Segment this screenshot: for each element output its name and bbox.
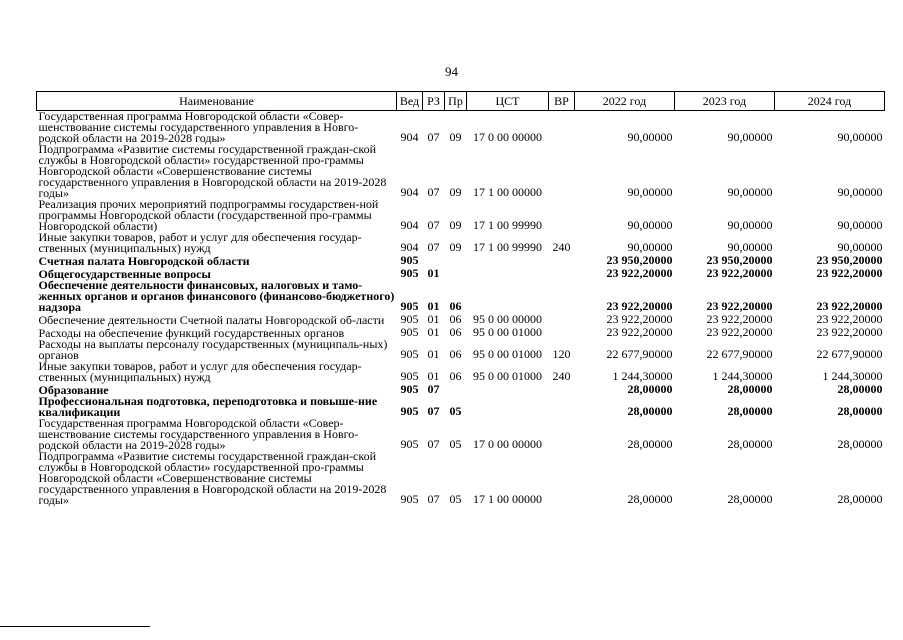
row-vr: 240 (552, 369, 571, 383)
row-rz: 07 (427, 240, 440, 254)
row-2023: 90,00000 (727, 240, 773, 254)
row-ved: 905 (400, 312, 419, 326)
row-ved: 904 (400, 240, 419, 254)
row-pr: 06 (449, 325, 462, 339)
row-pr: 09 (449, 240, 462, 254)
row-cst: 17 0 00 00000 (473, 437, 542, 451)
header-pr: Пр (445, 92, 467, 111)
row-name: Профессиональная подготовка, переподготовка и повыше-ние квалификации (38, 394, 378, 419)
row-cst: 95 0 00 01000 (473, 347, 542, 361)
row-2022: 23 922,20000 (606, 299, 673, 313)
row-ved: 905 (400, 266, 419, 280)
row-2022: 22 677,90000 (606, 347, 673, 361)
table-header-row (37, 92, 885, 111)
table-row (37, 396, 885, 418)
row-pr (445, 254, 467, 267)
row-2023: 1 244,30000 (712, 369, 773, 383)
row-2024: 23 950,20000 (816, 253, 883, 267)
row-ved: 905 (400, 437, 419, 451)
header-2022: 2022 год (575, 92, 675, 111)
row-name: Расходы на обеспечение функций государственных органов (38, 326, 345, 340)
row-2024: 28,00000 (837, 382, 883, 396)
row-cst (467, 383, 549, 396)
row-2023: 28,00000 (727, 404, 773, 418)
row-rz: 01 (427, 325, 440, 339)
row-rz: 01 (427, 266, 440, 280)
row-ved: 905 (400, 492, 419, 506)
row-pr (445, 383, 467, 396)
row-2023: 23 922,20000 (706, 299, 773, 313)
row-cst: 95 0 00 01000 (473, 325, 542, 339)
row-vr (549, 383, 575, 396)
table-row (37, 339, 885, 361)
row-name: Подпрограмма «Развитие системы государственной граждан-ской службы в Новгородской области» государственной про-граммы Новгородской области «Совершенствование системы государственного управления в Новгородской области на 2019-2028 годы» (38, 449, 387, 507)
row-2023: 28,00000 (727, 492, 773, 506)
row-rz: 07 (427, 492, 440, 506)
row-2022: 28,00000 (627, 404, 673, 418)
row-ved: 905 (400, 325, 419, 339)
row-pr (445, 267, 467, 280)
row-pr: 06 (449, 369, 462, 383)
row-pr: 09 (449, 130, 462, 144)
row-rz: 07 (427, 218, 440, 232)
row-name: Образование (38, 383, 109, 397)
row-ved: 905 (400, 382, 419, 396)
row-2022: 90,00000 (627, 185, 673, 199)
row-vr (549, 280, 575, 313)
row-vr (549, 199, 575, 232)
row-2022: 90,00000 (627, 240, 673, 254)
header-rz: РЗ (423, 92, 445, 111)
row-pr: 05 (449, 492, 462, 506)
row-2024: 28,00000 (837, 492, 883, 506)
header-name: Наименование (37, 92, 397, 111)
row-name: Подпрограмма «Развитие системы государственной граждан-ской службы в Новгородской области» государственной про-граммы Новгородской области «Совершенствование системы государственного управления в Новгородской области на 2019-2028 годы» (38, 142, 387, 200)
header-cst: ЦСТ (467, 92, 549, 111)
row-ved: 905 (400, 253, 419, 267)
row-name: Обеспечение деятельности Счетной палаты Новгородской об-ласти (38, 313, 385, 327)
row-name: Общегосударственные вопросы (38, 267, 211, 281)
row-pr: 05 (449, 437, 462, 451)
row-2023: 23 922,20000 (706, 266, 773, 280)
row-name: Иные закупки товаров, работ и услуг для обеспечения государ-ственных (муниципальных) нужд (38, 230, 362, 255)
row-ved: 905 (400, 299, 419, 313)
row-ved: 904 (400, 130, 419, 144)
row-vr (549, 396, 575, 418)
table-row (37, 418, 885, 451)
row-ved: 904 (400, 185, 419, 199)
row-2023: 23 950,20000 (706, 253, 773, 267)
row-cst: 95 0 00 00000 (473, 312, 542, 326)
row-2022: 90,00000 (627, 218, 673, 232)
row-rz: 01 (427, 369, 440, 383)
row-cst (467, 396, 549, 418)
row-vr: 120 (552, 347, 571, 361)
page-number: 94 (445, 64, 458, 79)
row-vr: 240 (552, 240, 571, 254)
row-2023: 28,00000 (727, 382, 773, 396)
row-cst: 17 0 00 00000 (473, 130, 542, 144)
row-rz: 07 (427, 185, 440, 199)
row-vr (549, 451, 575, 506)
row-pr: 09 (449, 218, 462, 232)
row-pr: 09 (449, 185, 462, 199)
row-ved: 905 (400, 347, 419, 361)
row-2024: 1 244,30000 (822, 369, 883, 383)
header-2024: 2024 год (775, 92, 885, 111)
row-vr (549, 267, 575, 280)
row-rz: 07 (427, 404, 440, 418)
row-2022: 23 922,20000 (606, 325, 673, 339)
table-body (37, 111, 885, 507)
row-2022: 28,00000 (627, 492, 673, 506)
row-vr (549, 111, 575, 145)
row-2024: 23 922,20000 (816, 312, 883, 326)
table-row (37, 232, 885, 254)
row-2024: 90,00000 (837, 185, 883, 199)
table-row (37, 280, 885, 313)
row-cst: 17 1 00 99990 (473, 218, 542, 232)
row-2022: 28,00000 (627, 437, 673, 451)
row-cst: 17 1 00 00000 (473, 185, 542, 199)
row-cst (467, 267, 549, 280)
row-name: Иные закупки товаров, работ и услуг для обеспечения государ-ственных (муниципальных) нужд (38, 359, 362, 384)
row-pr: 05 (449, 404, 462, 418)
row-2024: 23 922,20000 (816, 266, 883, 280)
row-2023: 90,00000 (727, 130, 773, 144)
row-name: Обеспечение деятельности финансовых, налоговых и тамо-женных органов и органов финансового (финансово-бюджетного) надзора (38, 278, 395, 314)
row-ved: 904 (400, 218, 419, 232)
row-ved: 905 (400, 369, 419, 383)
row-cst (467, 254, 549, 267)
row-rz: 07 (427, 437, 440, 451)
row-pr: 06 (449, 312, 462, 326)
table-row (37, 361, 885, 383)
header-2023: 2023 год (675, 92, 775, 111)
budget-table (36, 91, 885, 506)
row-cst: 95 0 00 01000 (473, 369, 542, 383)
row-2024: 22 677,90000 (816, 347, 883, 361)
row-2022: 23 922,20000 (606, 312, 673, 326)
row-rz: 01 (427, 299, 440, 313)
row-cst: 17 1 00 99990 (473, 240, 542, 254)
row-name: Расходы на выплаты персоналу государственных (муниципаль-ных) органов (38, 337, 388, 362)
row-2024: 28,00000 (837, 437, 883, 451)
row-cst: 17 1 00 00000 (473, 492, 542, 506)
row-2024: 90,00000 (837, 240, 883, 254)
row-vr (549, 418, 575, 451)
row-vr (549, 254, 575, 267)
row-vr (549, 144, 575, 199)
row-rz: 01 (427, 347, 440, 361)
row-rz: 07 (427, 382, 440, 396)
row-2024: 23 922,20000 (816, 325, 883, 339)
footnote-rule (0, 626, 150, 627)
row-2023: 23 922,20000 (706, 325, 773, 339)
table-row (37, 451, 885, 506)
row-rz: 07 (427, 130, 440, 144)
table-row (37, 199, 885, 232)
row-name: Государственная программа Новгородской области «Совер-шенствование системы государственного управления в Новго-родской области на 2019-2028 годы» (38, 109, 359, 145)
row-vr (549, 326, 575, 339)
row-2023: 22 677,90000 (706, 347, 773, 361)
row-ved: 905 (400, 404, 419, 418)
row-2022: 23 950,20000 (606, 253, 673, 267)
row-cst (467, 280, 549, 313)
row-pr: 06 (449, 347, 462, 361)
row-2023: 90,00000 (727, 185, 773, 199)
row-rz: 01 (427, 312, 440, 326)
row-2024: 23 922,20000 (816, 299, 883, 313)
row-2022: 1 244,30000 (612, 369, 673, 383)
row-2023: 90,00000 (727, 218, 773, 232)
row-name: Реализация прочих мероприятий подпрограммы государствен-ной программы Новгородской области (государственной про-граммы Новгородской области) (38, 197, 379, 233)
row-2024: 90,00000 (837, 130, 883, 144)
header-ved: Вед (397, 92, 423, 111)
row-2022: 23 922,20000 (606, 266, 673, 280)
row-2023: 23 922,20000 (706, 312, 773, 326)
row-vr (549, 313, 575, 326)
row-name: Счетная палата Новгородской области (38, 254, 250, 268)
row-2022: 90,00000 (627, 130, 673, 144)
header-vr: ВР (549, 92, 575, 111)
row-2022: 28,00000 (627, 382, 673, 396)
row-2024: 90,00000 (837, 218, 883, 232)
table-row (37, 111, 885, 145)
row-name: Государственная программа Новгородской области «Совер-шенствование системы государственного управления в Новго-родской области на 2019-2028 годы» (38, 416, 359, 452)
row-2023: 28,00000 (727, 437, 773, 451)
row-2024: 28,00000 (837, 404, 883, 418)
table-row (37, 144, 885, 199)
row-pr: 06 (449, 299, 462, 313)
